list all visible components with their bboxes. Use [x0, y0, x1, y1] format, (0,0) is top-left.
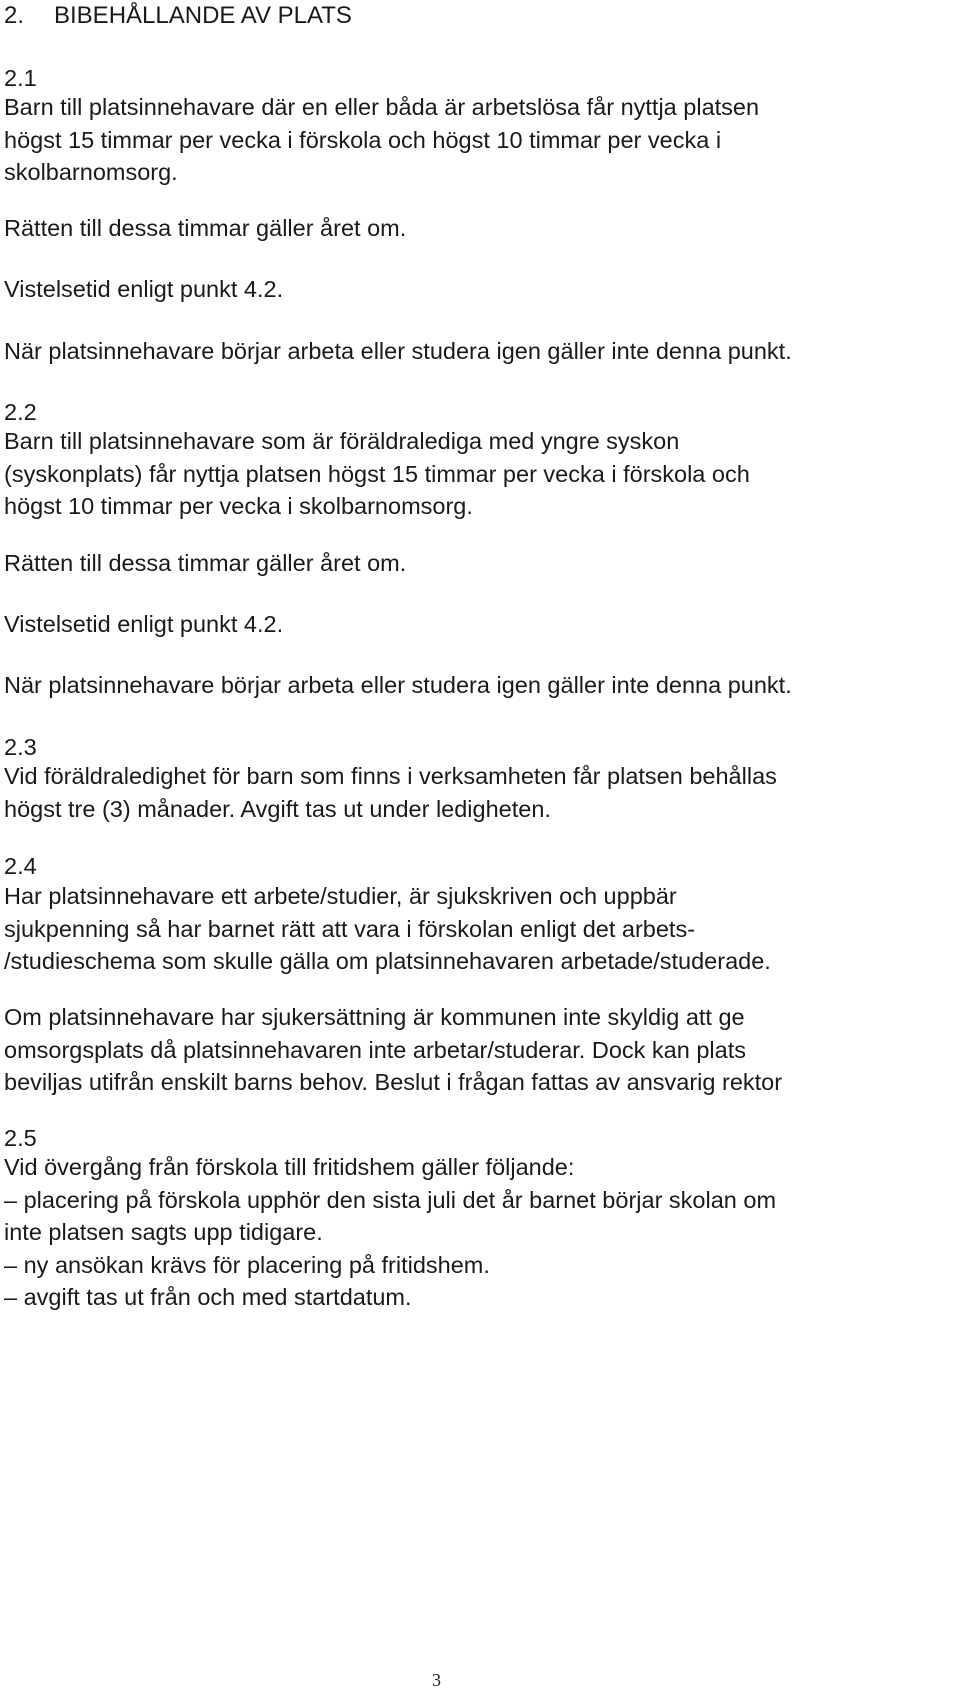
- list-item: – ny ansökan krävs för placering på fritidshem.: [4, 1251, 490, 1278]
- section-2-4-paragraph-1: [4, 880, 954, 978]
- paragraph-line: /studieschema som skulle gälla om platsinnehavaren arbetade/studerade.: [4, 948, 771, 974]
- paragraph-line: Vistelsetid enligt punkt 4.2.: [4, 611, 284, 637]
- section-2-5-list: [4, 1151, 954, 1314]
- section-2-2-paragraph-3: [4, 608, 954, 641]
- paragraph-line: Har platsinnehavare ett arbete/studier, är sjukskriven och uppbär: [4, 883, 677, 909]
- section-2-2-paragraph-1: [4, 425, 954, 523]
- section-2-4-paragraph-2: [4, 1001, 954, 1099]
- list-item: – avgift tas ut från och med startdatum.: [4, 1284, 412, 1310]
- section-2-1-paragraph-1: [4, 91, 954, 189]
- section-2-3-paragraph-1: [4, 760, 954, 825]
- section-2-5-number-block: [4, 1122, 954, 1155]
- list-item: – placering på förskola upphör den sista juli det år barnet börjar skolan om: [4, 1186, 777, 1213]
- paragraph-line: Barn till platsinnehavare som är föräldralediga med yngre syskon: [4, 428, 680, 454]
- paragraph-line: sjukpenning så har barnet rätt att vara i förskolan enligt det arbets-: [4, 915, 696, 942]
- section-2-2-number-block: [4, 396, 954, 429]
- paragraph-line: Rätten till dessa timmar gäller året om.: [4, 550, 407, 576]
- section-2-1-number: 2.1: [4, 65, 37, 91]
- paragraph-line: högst tre (3) månader. Avgift tas ut under ledigheten.: [4, 795, 551, 822]
- paragraph-line: omsorgsplats då platsinnehavaren inte arbetar/studerar. Dock kan plats: [4, 1036, 746, 1063]
- section-2-3-number: 2.3: [4, 734, 37, 760]
- paragraph-line: När platsinnehavare börjar arbeta eller studera igen gäller inte denna punkt.: [4, 672, 792, 698]
- section-heading-title: BIBEHÅLLANDE AV PLATS: [54, 2, 352, 29]
- section-2-1-paragraph-4: [4, 335, 954, 368]
- paragraph-line: Vid övergång från förskola till fritidshem gäller följande:: [4, 1154, 575, 1180]
- section-heading: [4, 0, 352, 32]
- page-number: 3: [432, 1670, 441, 1690]
- paragraph-line: Barn till platsinnehavare där en eller båda är arbetslösa får nyttja platsen: [4, 94, 760, 120]
- paragraph-line: Om platsinnehavare har sjukersättning är kommunen inte skyldig att ge: [4, 1004, 745, 1030]
- section-2-1-paragraph-2: [4, 212, 954, 245]
- section-2-3-number-block: [4, 731, 954, 764]
- list-item-continuation: inte platsen sagts upp tidigare.: [4, 1219, 323, 1245]
- section-heading-number: 2.: [4, 2, 25, 29]
- paragraph-line: högst 10 timmar per vecka i skolbarnomsorg.: [4, 493, 473, 519]
- section-2-1-paragraph-3: [4, 273, 954, 306]
- paragraph-line: Vistelsetid enligt punkt 4.2.: [4, 276, 284, 302]
- paragraph-line: Rätten till dessa timmar gäller året om.: [4, 215, 407, 241]
- paragraph-line: skolbarnomsorg.: [4, 159, 178, 185]
- section-2-2-number: 2.2: [4, 399, 37, 425]
- paragraph-line: högst 15 timmar per vecka i förskola och högst 10 timmar per vecka i: [4, 126, 722, 153]
- section-2-5-number: 2.5: [4, 1125, 37, 1151]
- section-2-2-paragraph-2: [4, 547, 954, 580]
- paragraph-line: beviljas utifrån enskilt barns behov. Beslut i frågan fattas av ansvarig rektor: [4, 1069, 783, 1095]
- section-2-4-number-block: [4, 850, 954, 883]
- paragraph-line: Vid föräldraledighet för barn som finns i verksamheten får platsen behållas: [4, 763, 777, 789]
- section-2-4-number: 2.4: [4, 853, 37, 879]
- paragraph-line: (syskonplats) får nyttja platsen högst 15 timmar per vecka i förskola och: [4, 460, 750, 487]
- section-2-1-number-block: [4, 62, 954, 95]
- paragraph-line: När platsinnehavare börjar arbeta eller studera igen gäller inte denna punkt.: [4, 338, 792, 364]
- section-2-2-paragraph-4: [4, 669, 954, 702]
